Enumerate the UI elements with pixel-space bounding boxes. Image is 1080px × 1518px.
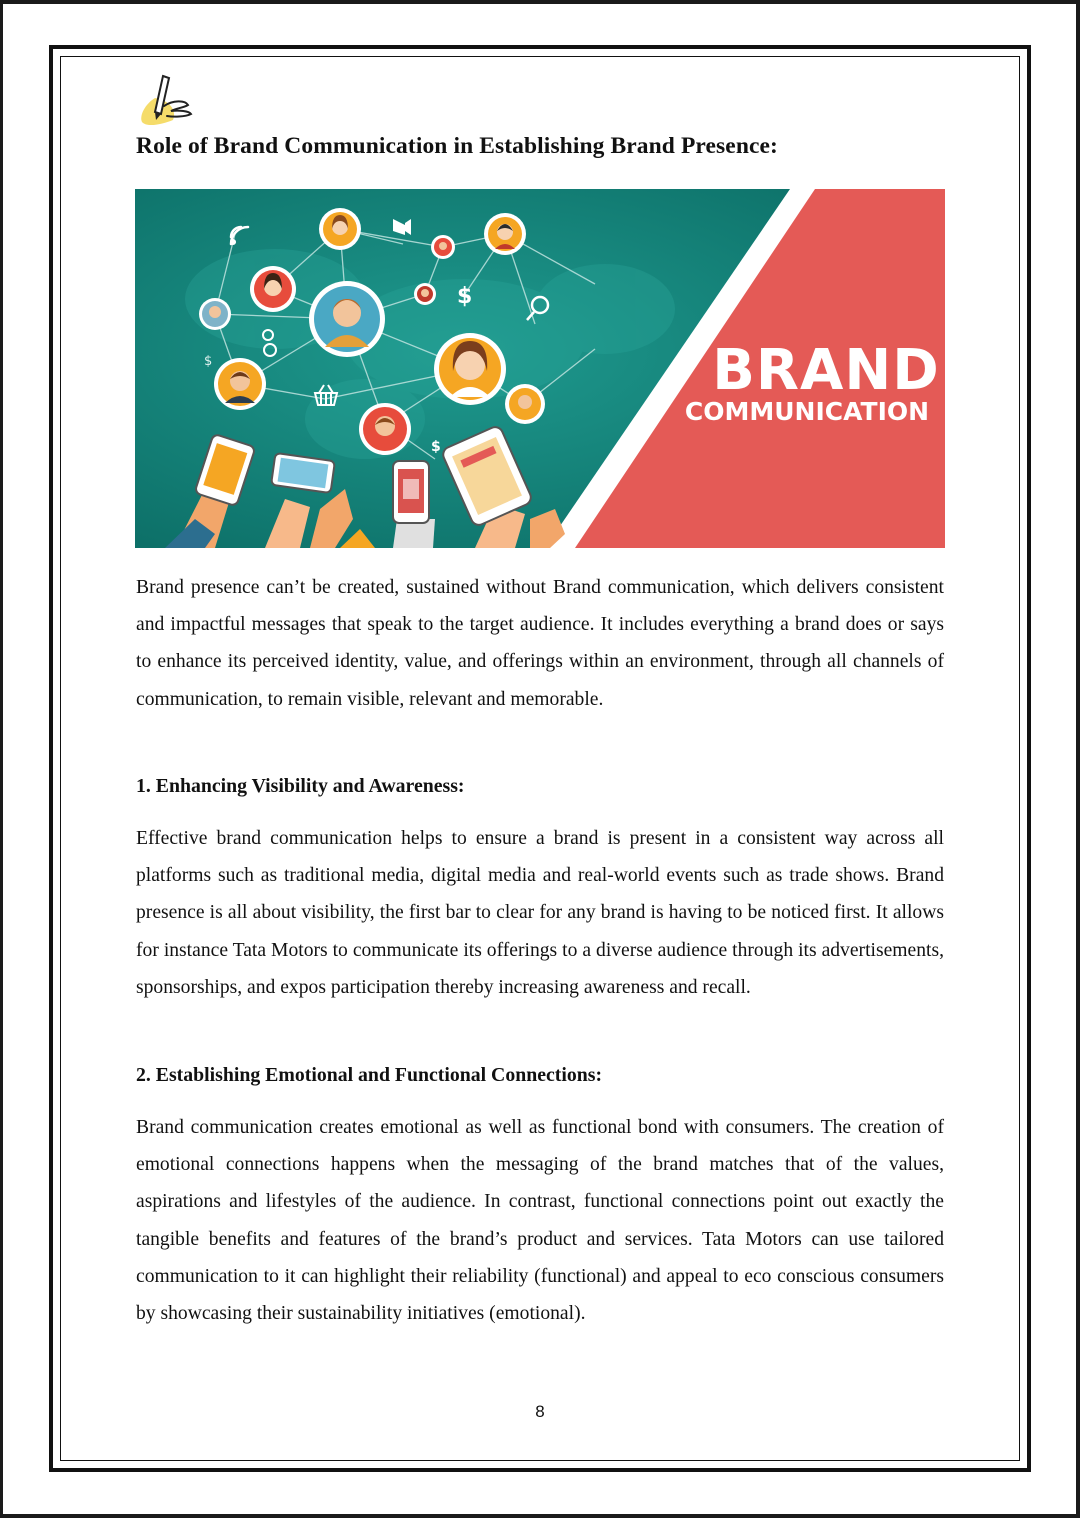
banner-title-communication: COMMUNICATION — [684, 397, 930, 426]
page-title: Role of Brand Communication in Establishing Brand Presence: — [136, 133, 778, 159]
section-paragraph-visibility: Effective brand communication helps to ensure a brand is present in a consistent way across all platforms such as traditional media, digital media and real-world events such as trade shows. Brand presence is all about visibility, the first bar to clear for any brand is having to be noticed first. It allows for instance Tata Motors to communicate its offerings to a diverse audience through its advertisements, sponsorships, and expos participation thereby increasing awareness and recall. — [136, 828, 944, 998]
avatar-large-center — [309, 281, 385, 357]
avatar-right-small — [505, 384, 545, 424]
brand-communication-banner — [135, 189, 945, 548]
banner-title-brand: BRAND — [712, 338, 940, 403]
avatar-bottom-left — [214, 358, 266, 410]
avatar-top-right — [484, 213, 526, 255]
avatar-bottom-red — [359, 403, 411, 455]
avatar-left-red — [250, 266, 296, 312]
avatar-top — [319, 208, 361, 250]
dollar-icon: $ — [457, 284, 473, 309]
smartphone-icon — [393, 461, 435, 548]
section-heading-connections: 2. Establishing Emotional and Functional Connections: — [136, 1064, 603, 1086]
dollar-icon-small: $ — [204, 354, 213, 369]
avatar-woman-right — [434, 333, 506, 405]
avatar-mid-small — [431, 235, 455, 259]
section-paragraph-connections: Brand communication creates emotional as well as functional bond with consumers. The creation of emotional connections happens when the messaging of the brand matches that of the values, aspirations and lifestyles of the audience. In contrast, functional connections point out exactly the tangible benefits and features of the brand’s product and services. Tata Motors can use tailored communication to it can highlight their reliability (functional) and appeal to eco conscious consumers by showcasing their sustainability initiatives (emotional). — [136, 1117, 944, 1325]
avatar-tiny — [414, 283, 436, 305]
intro-paragraph: Brand presence can’t be created, sustained without Brand communication, which delivers consistent and impactful messages that speak to the target audience. It includes everything a brand does or says to enhance its perceived identity, value, and offerings within an environment, through all channels of communication, to remain visible, relevant and memorable. — [136, 577, 944, 710]
section-heading-visibility: 1. Enhancing Visibility and Awareness: — [136, 775, 465, 797]
pen-highlighter-icon — [133, 70, 201, 132]
page-number: 8 — [535, 1402, 545, 1421]
dollar-icon-low: $ — [431, 439, 441, 455]
avatar-far-left — [199, 298, 231, 330]
